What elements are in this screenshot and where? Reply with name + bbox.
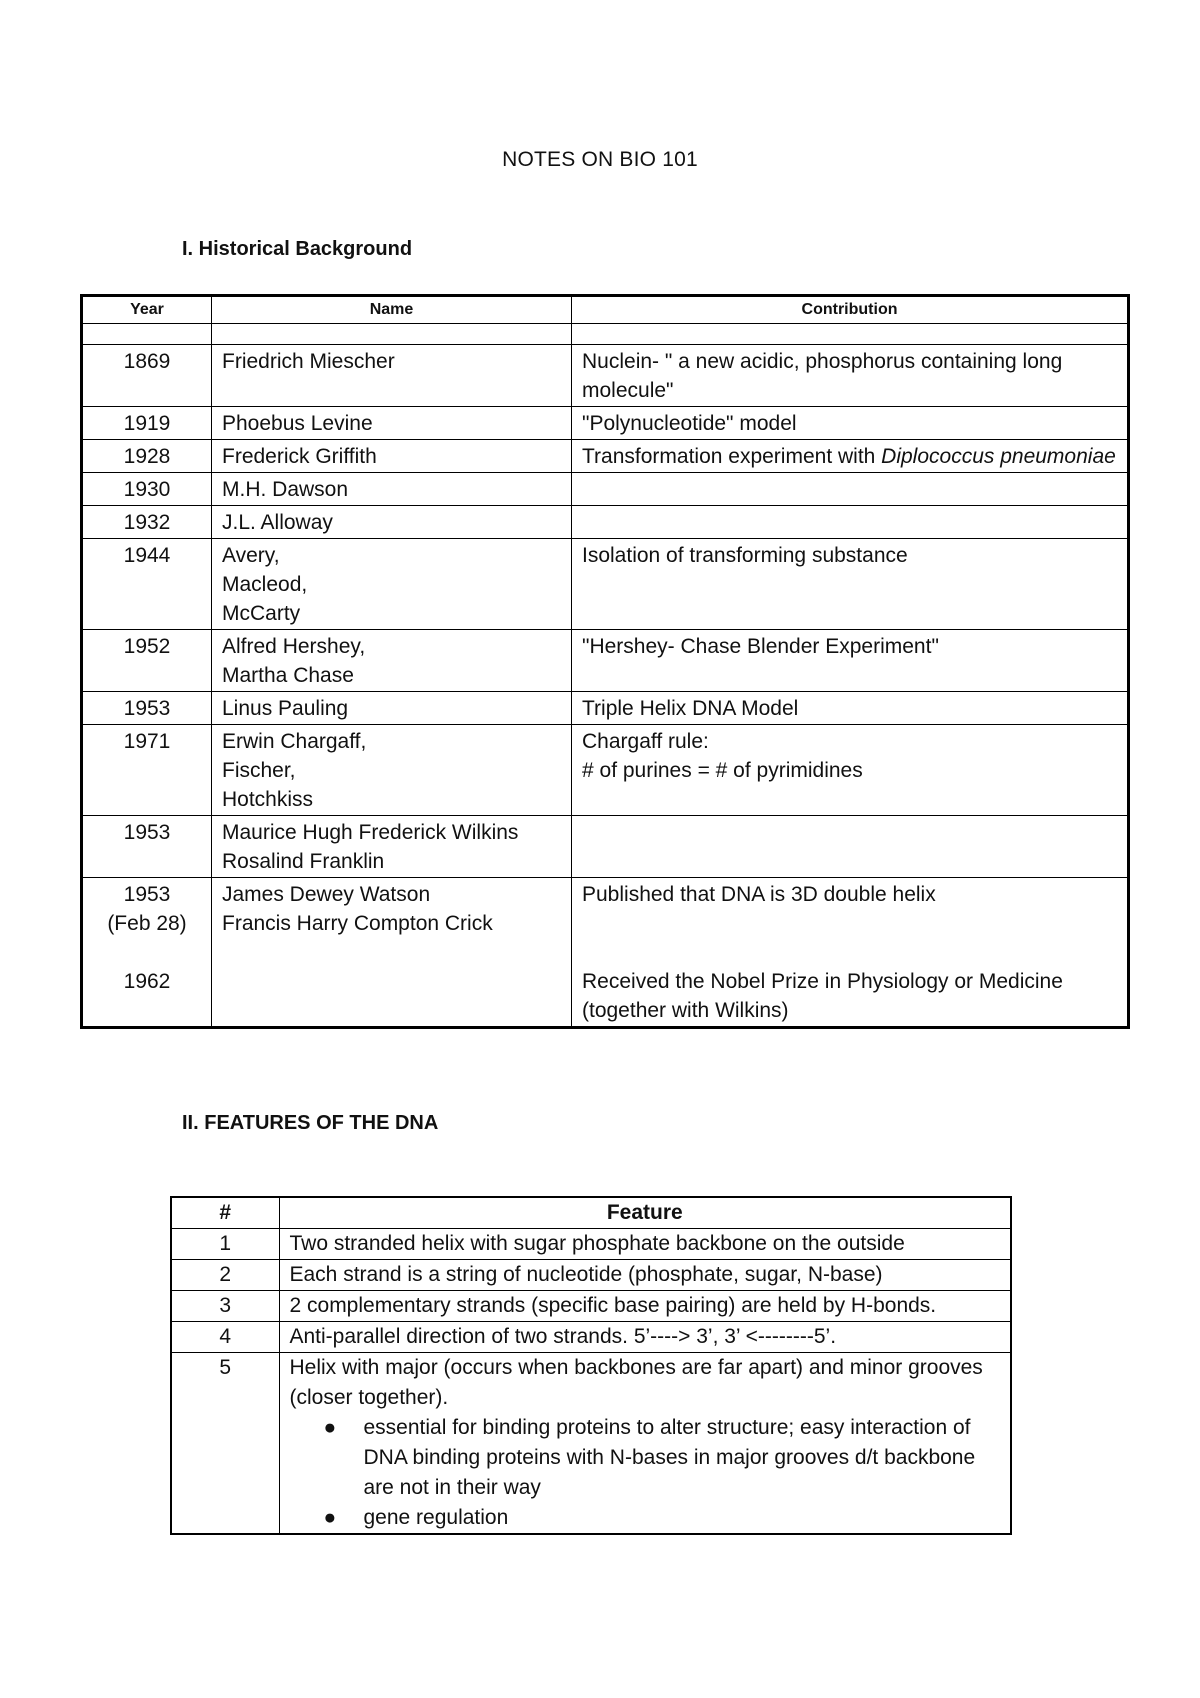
- year-cell-line: 1953: [123, 883, 171, 906]
- section-heading-features: II. FEATURES OF THE DNA: [182, 1112, 439, 1134]
- name-cell-line: McCarty: [222, 602, 301, 625]
- table-row: [82, 473, 1129, 506]
- year-cell-line: 1962: [123, 970, 171, 993]
- table-row: [171, 1229, 1011, 1260]
- year-cell: 1944: [82, 539, 212, 630]
- table-row: [82, 725, 1129, 816]
- name-cell-line: Rosalind Franklin: [222, 850, 385, 873]
- year-cell: 1952: [82, 630, 212, 692]
- year-cell: 1869: [82, 345, 212, 407]
- contribution-cell-line: Published that DNA is 3D double helix: [582, 883, 936, 906]
- header-name: Name: [212, 296, 572, 324]
- table-row: [82, 630, 1129, 692]
- name-cell: [212, 816, 572, 878]
- name-cell: [212, 692, 572, 725]
- page-title: NOTES ON BIO 101: [502, 148, 698, 171]
- name-cell-line: Maurice Hugh Frederick Wilkins: [222, 821, 519, 844]
- contribution-cell: [572, 630, 1129, 692]
- bullet-icon: ●: [323, 1506, 337, 1529]
- feature-text: Each strand is a string of nucleotide (phosphate, sugar, N-base): [279, 1260, 1011, 1291]
- table-row: [82, 345, 1129, 407]
- name-cell-line: Francis Harry Compton Crick: [222, 912, 493, 935]
- contribution-cell: [572, 473, 1129, 506]
- name-cell-line: Frederick Griffith: [222, 445, 377, 468]
- list-item: [323, 1413, 1001, 1503]
- contribution-cell: [572, 440, 1129, 473]
- table-row: [82, 878, 1129, 1028]
- name-cell-line: Alfred Hershey,: [222, 635, 366, 658]
- header-number: #: [171, 1197, 279, 1229]
- contribution-cell: [572, 878, 1129, 1028]
- contribution-cell-line: Chargaff rule:: [582, 730, 709, 753]
- contribution-cell: [572, 725, 1129, 816]
- header-contribution: Contribution: [572, 296, 1129, 324]
- table-row: [171, 1353, 1011, 1535]
- name-cell-line: James Dewey Watson: [222, 883, 431, 906]
- year-cell: 1953: [82, 816, 212, 878]
- name-cell: [212, 506, 572, 539]
- feature-bullet-list: [290, 1413, 1001, 1533]
- name-cell-line: Linus Pauling: [222, 697, 349, 720]
- contribution-cell-line: Triple Helix DNA Model: [582, 697, 799, 720]
- feature-number: 3: [171, 1291, 279, 1322]
- feature-text: Anti-parallel direction of two strands. 5’----> 3’, 3’ <--------5’.: [279, 1322, 1011, 1353]
- contribution-cell: [572, 345, 1129, 407]
- contribution-cell-line: # of purines = # of pyrimidines: [582, 759, 863, 782]
- feature-text: [279, 1353, 1011, 1535]
- history-header-row: [82, 296, 1129, 324]
- name-cell: [212, 407, 572, 440]
- table-row: [171, 1291, 1011, 1322]
- year-cell: 1953: [82, 692, 212, 725]
- table-row: [82, 539, 1129, 630]
- contribution-text: Transformation experiment with: [582, 445, 882, 468]
- features-table: [170, 1196, 1012, 1535]
- feature-text: 2 complementary strands (specific base pairing) are held by H-bonds.: [279, 1291, 1011, 1322]
- year-cell: 1971: [82, 725, 212, 816]
- contribution-cell: [572, 506, 1129, 539]
- blank-row: [82, 324, 1129, 345]
- name-cell-line: Hotchkiss: [222, 788, 314, 811]
- contribution-cell-line: [582, 909, 1117, 938]
- contribution-cell-line: (together with Wilkins): [582, 999, 789, 1022]
- table-row: [171, 1260, 1011, 1291]
- feature-number: 1: [171, 1229, 279, 1260]
- contribution-cell: [572, 816, 1129, 878]
- year-cell-line: (Feb 28): [107, 912, 187, 935]
- name-cell-line: Avery,: [222, 544, 280, 567]
- contribution-cell: [572, 539, 1129, 630]
- contribution-cell-line: "Polynucleotide" model: [582, 412, 797, 435]
- features-header-row: [171, 1197, 1011, 1229]
- contribution-cell-line: "Hershey- Chase Blender Experiment": [582, 635, 939, 658]
- name-cell-line: Macleod,: [222, 573, 308, 596]
- bullet-icon: ●: [323, 1416, 337, 1439]
- header-feature: Feature: [279, 1197, 1011, 1229]
- table-row: [82, 692, 1129, 725]
- bullet-text: essential for binding proteins to alter structure; easy interaction of DNA binding proteins with N-bases in major grooves d/t backbone are not in their way: [363, 1416, 976, 1499]
- name-cell-line: Erwin Chargaff,: [222, 730, 367, 753]
- name-cell: [212, 878, 572, 1028]
- table-row: [171, 1322, 1011, 1353]
- name-cell: [212, 473, 572, 506]
- history-table: [80, 294, 1130, 1029]
- name-cell-line: M.H. Dawson: [222, 478, 349, 501]
- feature-number: 2: [171, 1260, 279, 1291]
- name-cell-line: Martha Chase: [222, 664, 354, 687]
- contribution-cell: [572, 692, 1129, 725]
- feature-number: 4: [171, 1322, 279, 1353]
- feature-number: 5: [171, 1353, 279, 1535]
- contribution-cell-line: [582, 938, 1117, 967]
- table-row: [82, 816, 1129, 878]
- feature-text: Two stranded helix with sugar phosphate backbone on the outside: [279, 1229, 1011, 1260]
- contribution-cell-line: Received the Nobel Prize in Physiology or Medicine: [582, 970, 1063, 993]
- name-cell-line: Friedrich Miescher: [222, 350, 395, 373]
- header-year: Year: [82, 296, 212, 324]
- name-cell: [212, 345, 572, 407]
- name-cell-line: Fischer,: [222, 759, 296, 782]
- table-row: [82, 506, 1129, 539]
- year-cell: 1928: [82, 440, 212, 473]
- year-cell-line: [93, 938, 201, 967]
- year-cell: 1932: [82, 506, 212, 539]
- organism-name: Diplococcus pneumoniae: [881, 445, 1116, 468]
- contribution-cell-line: Nuclein- " a new acidic, phosphorus containing long molecule": [582, 350, 1063, 402]
- bullet-text: gene regulation: [363, 1506, 509, 1529]
- contribution-cell: [572, 407, 1129, 440]
- table-row: [82, 407, 1129, 440]
- name-cell-line: Phoebus Levine: [222, 412, 373, 435]
- name-cell: [212, 630, 572, 692]
- year-cell: 1919: [82, 407, 212, 440]
- name-cell: [212, 440, 572, 473]
- name-cell: [212, 539, 572, 630]
- list-item: [323, 1503, 1001, 1533]
- year-cell: [82, 878, 212, 1028]
- name-cell-line: J.L. Alloway: [222, 511, 333, 534]
- table-row: [82, 440, 1129, 473]
- section-heading-historical: I. Historical Background: [182, 238, 413, 260]
- name-cell: [212, 725, 572, 816]
- contribution-cell-line: Isolation of transforming substance: [582, 544, 908, 567]
- year-cell: 1930: [82, 473, 212, 506]
- feature-description: Helix with major (occurs when backbones are far apart) and minor grooves (closer together).: [289, 1356, 983, 1409]
